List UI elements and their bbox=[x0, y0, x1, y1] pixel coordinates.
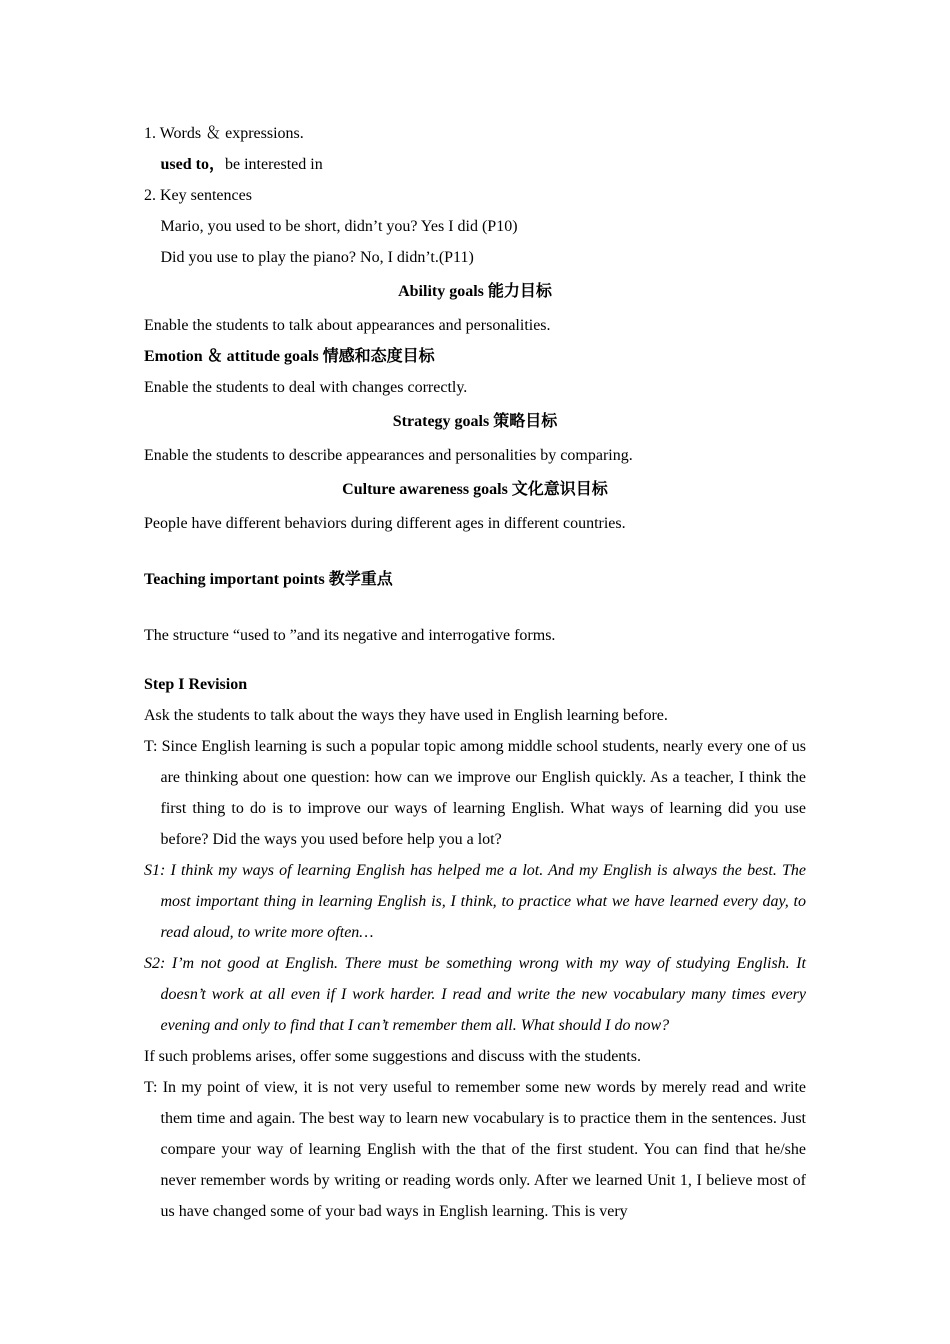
strategy-goals-heading: Strategy goals 策略目标 bbox=[392, 413, 558, 430]
step1-intro: Ask the students to talk about the ways they have used in English learning before. bbox=[144, 707, 668, 724]
vocab-phrase: be interested in bbox=[224, 156, 323, 173]
key-sentences-item: 2. Key sentences bbox=[144, 187, 252, 204]
key-sentence-2: Did you use to play the piano? No, I didn’t.(P11) bbox=[160, 249, 474, 266]
strategy-goals-text: Enable the students to describe appearances and personalities by comparing. bbox=[144, 447, 633, 464]
vocabulary-line bbox=[144, 149, 806, 180]
teacher-paragraph-1: T: Since English learning is such a popular topic among middle school students, nearly every one of us are thinking about one question: how can we improve our English quickly. As a teacher, I think the first thing to do is to improve our ways of learning English. What ways of learning did you use before? Did the ways you used before help you a lot? bbox=[144, 738, 806, 848]
ability-goals-text: Enable the students to talk about appearances and personalities. bbox=[144, 317, 551, 334]
culture-goals-text: People have different behaviors during different ages in different countries. bbox=[144, 515, 626, 532]
document-page bbox=[144, 118, 806, 1227]
emotion-goals-heading: Emotion ＆ attitude goals 情感和态度目标 bbox=[144, 348, 435, 365]
ability-goals-heading: Ability goals 能力目标 bbox=[398, 283, 552, 300]
teacher-paragraph-2: T: In my point of view, it is not very useful to remember some new words by merely read and write them time and again. The best way to learn new vocabulary is to practice them in the sentences. Just compare your way of learning English with the that of the first student. You can find that he/she never remember words by writing or reading words only. After we learned Unit 1, I believe most of us have changed some of your bad ways in English learning. This is very bbox=[144, 1079, 806, 1220]
vocab-bold-phrase: used to， bbox=[160, 156, 225, 173]
step1-heading: Step I Revision bbox=[144, 676, 248, 693]
culture-goals-heading: Culture awareness goals 文化意识目标 bbox=[342, 481, 608, 498]
suggestion-note: If such problems arises, offer some suggestions and discuss with the students. bbox=[144, 1048, 641, 1065]
words-expressions-item: 1. Words ＆ expressions. bbox=[144, 125, 304, 142]
important-points-heading: Teaching important points 教学重点 bbox=[144, 571, 393, 588]
important-points-text: The structure “used to ”and its negative and interrogative forms. bbox=[144, 627, 556, 644]
student2-paragraph: S2: I’m not good at English. There must be something wrong with my way of studying English. It doesn’t work at all even if I work harder. I read and write the new vocabulary many times every evening and only to find that I can’t remember them all. What should I do now? bbox=[144, 955, 806, 1034]
emotion-goals-text: Enable the students to deal with changes correctly. bbox=[144, 379, 468, 396]
key-sentence-1: Mario, you used to be short, didn’t you? Yes I did (P10) bbox=[160, 218, 518, 235]
student1-paragraph: S1: I think my ways of learning English has helped me a lot. And my English is always the best. The most important thing in learning English is, I think, to practice what we have learned every day, to read aloud, to write more often… bbox=[144, 862, 806, 941]
